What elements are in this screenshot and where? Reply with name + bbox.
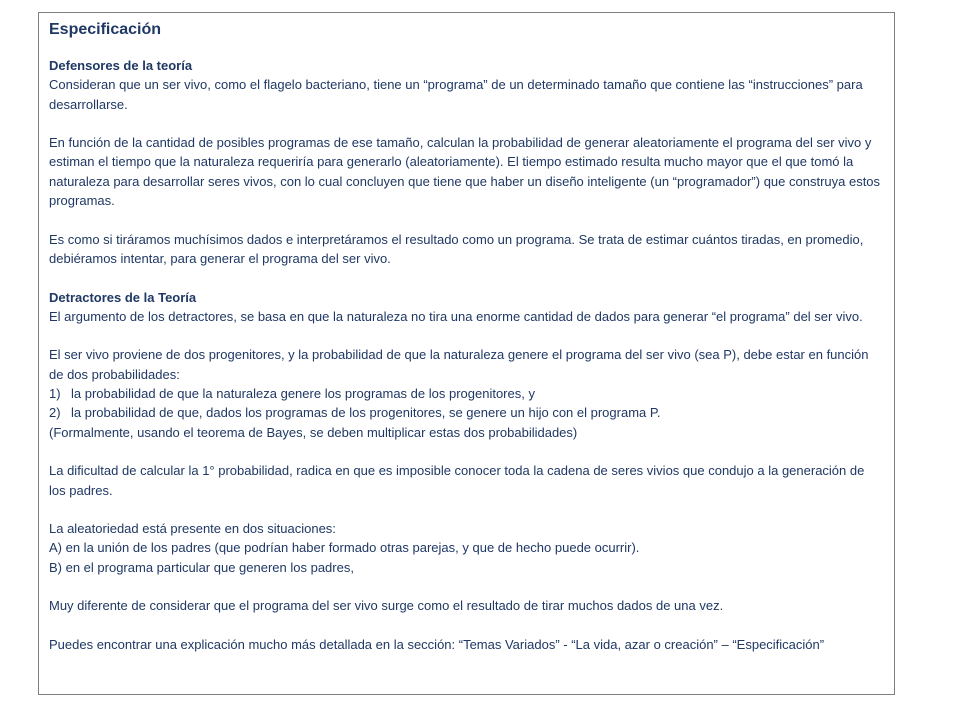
defensores-heading: Defensores de la teoría	[49, 58, 193, 73]
defensores-paragraph-2: En función de la cantidad de posibles programas de ese tamaño, calculan la probabilidad de generar aleatoriamente el programa del ser vivo y estiman el tiempo que la naturaleza requeriría para generarlo (aleatoriamente). El tiempo estimado resulta mucho mayor que el que tomó la naturaleza para desarrollar seres vivos, con lo cual concluyen que tiene que haber un diseño inteligente (un “programador”) que construya estos programas.	[49, 135, 881, 209]
spacer	[49, 616, 884, 635]
spacer	[49, 442, 884, 461]
spacer	[49, 210, 884, 229]
spacer	[49, 500, 884, 519]
situacion-b: B) en el programa particular que generen los padres,	[49, 559, 354, 575]
list-number: 2)	[49, 405, 61, 421]
detractores-paragraph-6: Puedes encontrar una explicación mucho más detallada en la sección: “Temas Variados” - “La vida, azar o creación” – “Especificación”	[49, 636, 825, 652]
detractores-heading: Detractores de la Teoría	[49, 289, 197, 305]
list-text: la probabilidad de que, dados los programas de los progenitores, se genere un hijo con el programa P.	[71, 405, 661, 421]
defensores-paragraph-3: Es como si tiráramos muchísimos dados e interpretáramos el resultado como un programa. Se trata de estimar cuántos tiradas, en promedio, debiéramos intentar, para generar el programa del ser vivo.	[49, 231, 864, 266]
detractores-paragraph-5: Muy diferente de considerar que el programa del ser vivo surge como el resultado de tirar muchos dados de una vez.	[49, 598, 724, 614]
spacer	[49, 268, 884, 287]
detractores-paragraph-2: El ser vivo proviene de dos progenitores, y la probabilidad de que la naturaleza genere el programa del ser vivo (sea P), debe estar en función de dos probabilidades:	[49, 347, 869, 382]
spacer	[49, 326, 884, 345]
spacer	[49, 577, 884, 596]
detractores-paragraph-4: La aleatoriedad está presente en dos situaciones:	[49, 521, 336, 537]
bayes-note: (Formalmente, usando el teorema de Bayes, se deben multiplicar estas dos probabilidades)	[49, 424, 578, 440]
detractores-paragraph-1: El argumento de los detractores, se basa en que la naturaleza no tira una enorme cantidad de dados para generar “el programa” del ser vivo.	[49, 308, 863, 324]
page-title: Especificación	[49, 21, 162, 38]
list-item	[49, 403, 884, 422]
list-item	[49, 384, 884, 403]
spacer	[49, 114, 884, 133]
list-text: la probabilidad de que la naturaleza genere los programas de los progenitores, y	[71, 386, 535, 402]
detractores-paragraph-3: La dificultad de calcular la 1° probabilidad, radica en que es imposible conocer toda la cadena de seres vivios que condujo a la generación de los padres.	[49, 463, 865, 498]
document-body	[49, 56, 884, 654]
situacion-a: A) en la unión de los padres (que podrían haber formado otras parejas, y que de hecho puede ocurrir).	[49, 540, 640, 556]
list-number: 1)	[49, 386, 61, 402]
defensores-paragraph-1: Consideran que un ser vivo, como el flagelo bacteriano, tiene un “programa” de un determinado tamaño que contiene las “instrucciones” para desarrollarse.	[49, 77, 863, 112]
content-panel	[38, 12, 895, 695]
